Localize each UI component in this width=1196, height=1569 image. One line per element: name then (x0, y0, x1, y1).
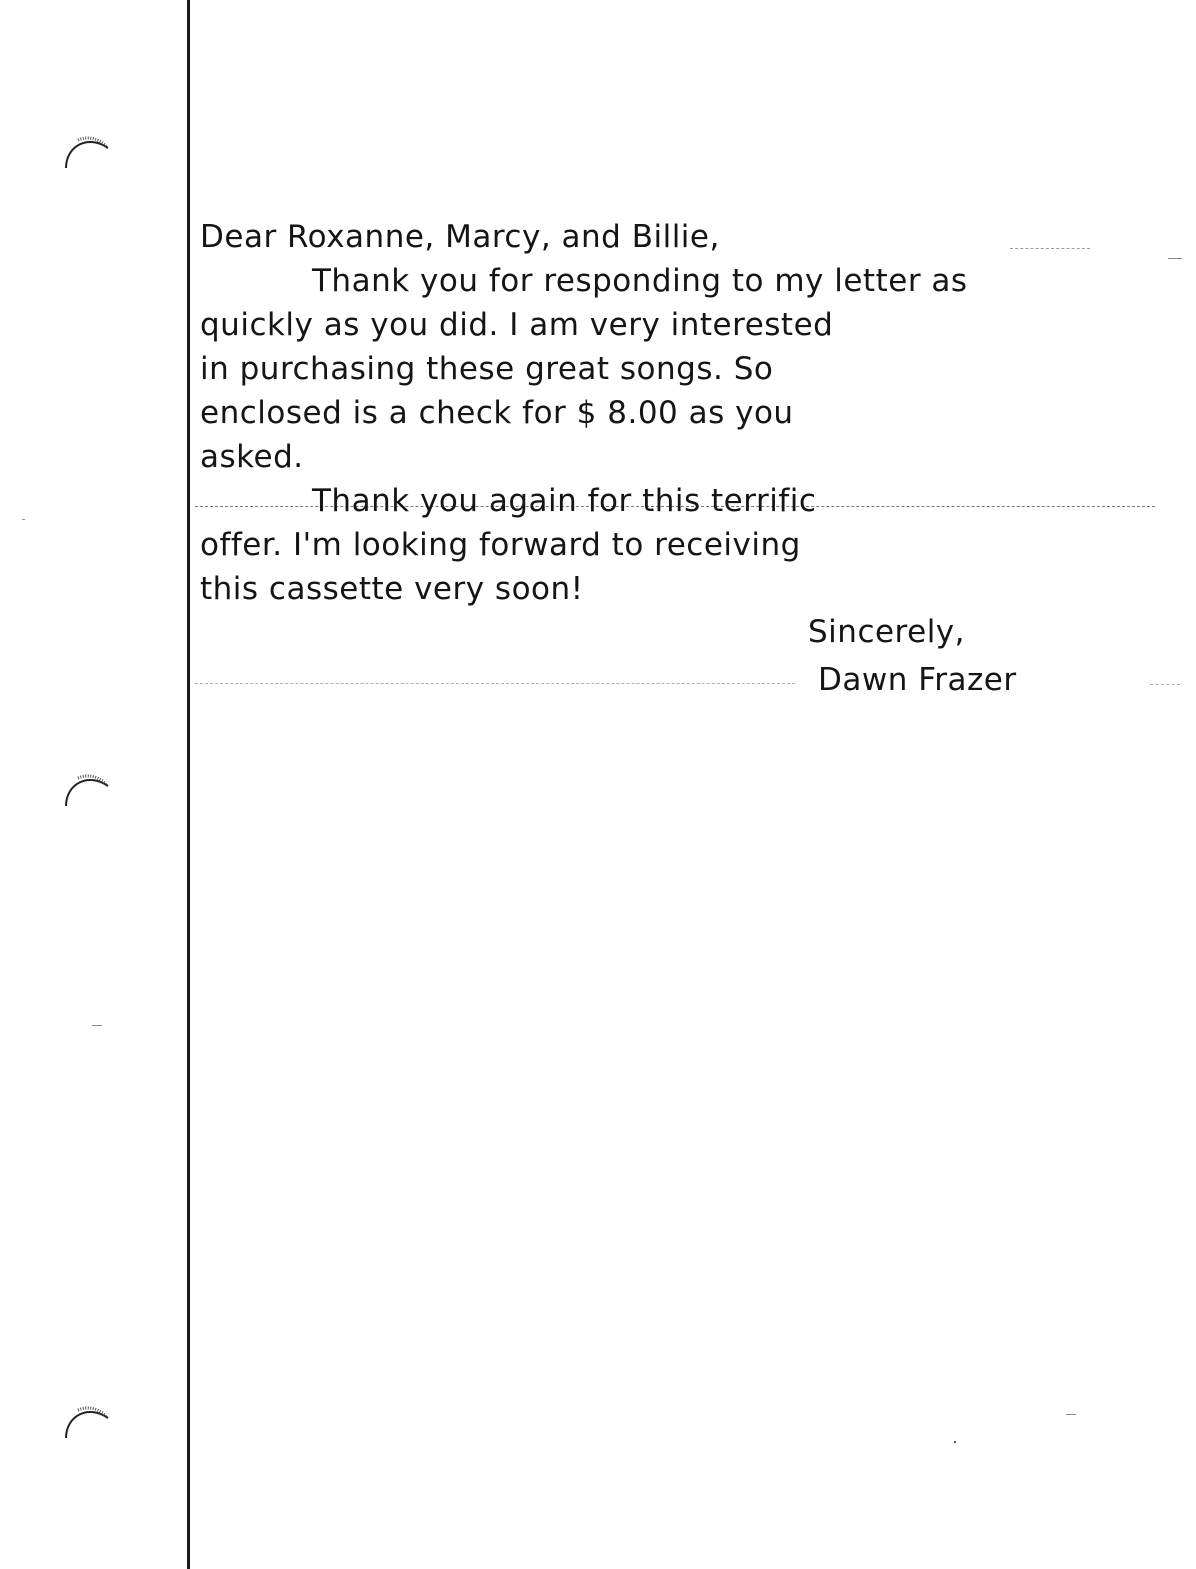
signature: Dawn Frazer (818, 662, 1017, 698)
letter-body (200, 215, 1100, 611)
paragraph-2-line: this cassette very soon! (200, 571, 584, 607)
scan-mark (92, 1025, 102, 1026)
scan-mark (1066, 1414, 1076, 1415)
paragraph-1-line: in purchasing these great songs. So (200, 351, 774, 387)
paragraph-2-line: offer. I'm looking forward to receiving (200, 527, 801, 563)
paragraph-1-line: enclosed is a check for $ 8.00 as you (200, 395, 794, 431)
scan-mark (1168, 258, 1182, 259)
salutation: Dear Roxanne, Marcy, and Billie, (200, 219, 720, 255)
ruling-line (195, 683, 795, 684)
paragraph-1-line: quickly as you did. I am very interested (200, 307, 834, 343)
ruling-fragment (1150, 684, 1180, 685)
closing-word: Sincerely, (808, 614, 966, 650)
binder-hole-icon (58, 1398, 114, 1454)
paragraph-1-line: Thank you for responding to my letter as (312, 263, 968, 299)
margin-line (187, 0, 190, 1569)
letter-closing (808, 608, 1017, 704)
scan-speck (954, 1441, 956, 1443)
scan-speck (22, 519, 25, 520)
paragraph-2-line: Thank you again for this terrific (312, 483, 817, 519)
binder-hole-icon (58, 128, 114, 184)
paragraph-1-line: asked. (200, 439, 304, 475)
binder-hole-icon (58, 766, 114, 822)
